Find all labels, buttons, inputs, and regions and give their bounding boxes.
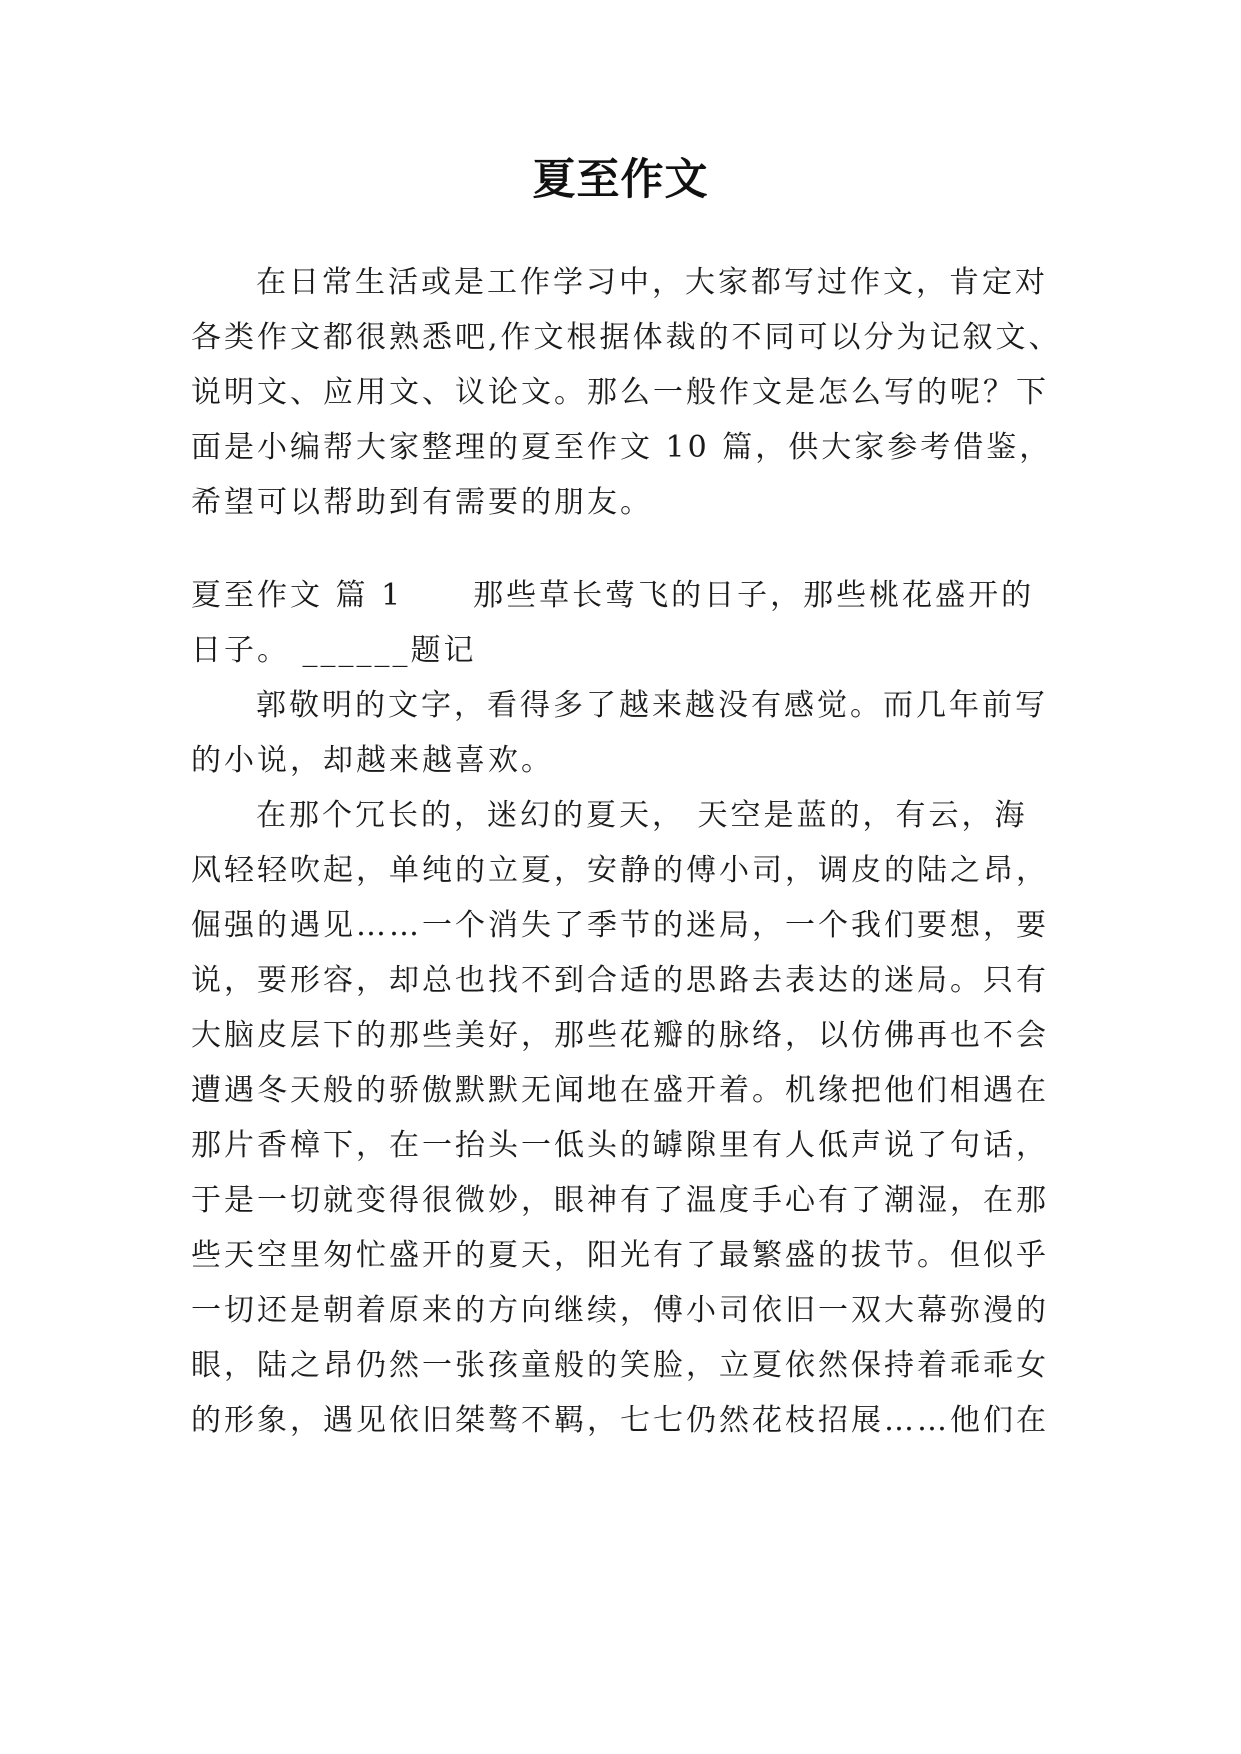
- intro-line-2: 各类作文都很熟悉吧,作文根据体裁的不同可以分为记叙文、: [191, 320, 1062, 355]
- paragraph1-line-2: 的小说，却越来越喜欢。: [191, 743, 554, 778]
- intro-line-5: 希望可以帮助到有需要的朋友。: [191, 485, 653, 520]
- paragraph2-line-7: 那片香樟下，在一抬头一低头的罅隙里有人低声说了句话，: [191, 1128, 1049, 1163]
- epigraph-second: 日子。 ______题记: [191, 633, 477, 668]
- section-heading-line: [191, 575, 1051, 617]
- paragraph1-line-1: 郭敬明的文字，看得多了越来越没有感觉。而几年前写: [256, 688, 1048, 723]
- paragraph2-line-4: 说，要形容，却总也找不到合适的思路去表达的迷局。只有: [191, 963, 1049, 998]
- section-heading: 夏至作文 篇 1: [191, 578, 404, 613]
- paragraph2-line-9: 些天空里匆忙盛开的夏天，阳光有了最繁盛的拔节。但似乎: [191, 1238, 1049, 1273]
- intro-line-3: 说明文、应用文、议论文。那么一般作文是怎么写的呢？下: [191, 375, 1049, 410]
- paragraph2-line-10: 一切还是朝着原来的方向继续，傅小司依旧一双大幕弥漫的: [191, 1293, 1049, 1328]
- paragraph2-line-3: 倔强的遇见……一个消失了季节的迷局，一个我们要想，要: [191, 908, 1049, 943]
- paragraph2-line-12: 的形象，遇见依旧桀骜不羁，七七仍然花枝招展……他们在: [191, 1403, 1049, 1438]
- paragraph2-line-5: 大脑皮层下的那些美好，那些花瓣的脉络，以仿佛再也不会: [191, 1018, 1049, 1053]
- document-title: 夏至作文: [532, 155, 709, 205]
- paragraph2-line-8: 于是一切就变得很微妙，眼神有了温度手心有了潮湿，在那: [191, 1183, 1049, 1218]
- intro-line-4: 面是小编帮大家整理的夏至作文 10 篇，供大家参考借鉴，: [191, 430, 1053, 465]
- paragraph2-line-2: 风轻轻吹起，单纯的立夏，安静的傅小司，调皮的陆之昂，: [191, 853, 1049, 888]
- paragraph2-line-11: 眼，陆之昂仍然一张孩童般的笑脸，立夏依然保持着乖乖女: [191, 1348, 1049, 1383]
- intro-line-1: 在日常生活或是工作学习中，大家都写过作文，肯定对: [256, 265, 1048, 300]
- paragraph2-line-1: 在那个冗长的，迷幻的夏天， 天空是蓝的，有云，海: [256, 798, 1028, 833]
- epigraph-first: 那些草长莺飞的日子，那些桃花盛开的: [473, 578, 1035, 613]
- paragraph2-line-6: 遭遇冬天般的骄傲默默无闻地在盛开着。机缘把他们相遇在: [191, 1073, 1049, 1108]
